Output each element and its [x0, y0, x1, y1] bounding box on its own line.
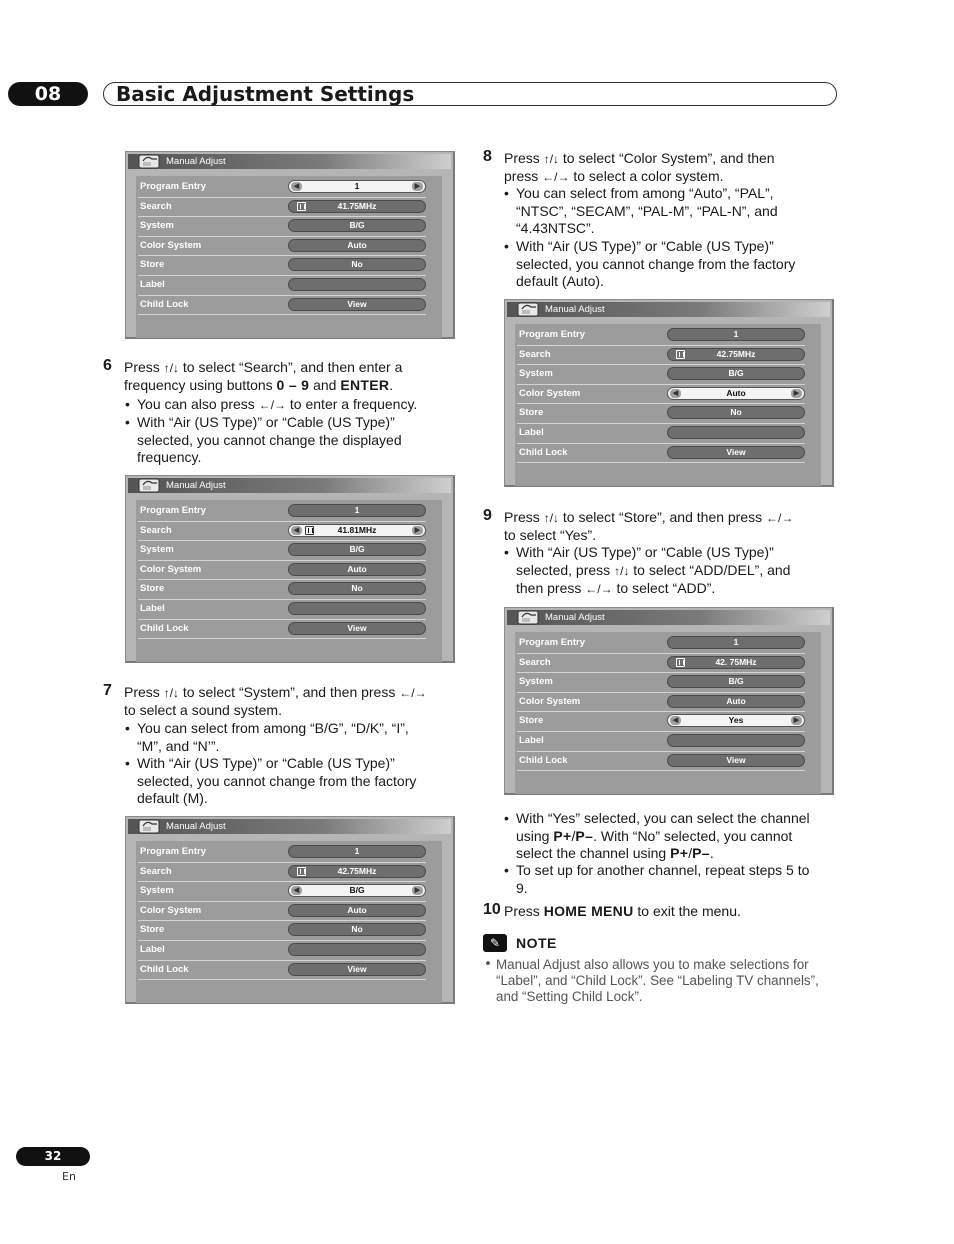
- menu-row-value: View: [347, 298, 367, 309]
- step-text: to select “ADD”.: [612, 580, 716, 597]
- left-arrow-icon[interactable]: ◀: [291, 526, 302, 535]
- menu-row-label: Color System: [519, 387, 581, 399]
- step-8-line-2: [504, 168, 724, 187]
- step-text: to select “System”, and then press: [179, 684, 400, 700]
- step-text: .: [709, 845, 714, 862]
- channel-chip-icon: [676, 350, 685, 359]
- menu-row-value: 1: [354, 846, 360, 856]
- step-text: and: [309, 377, 341, 393]
- bullet-line: default (Auto).: [516, 273, 604, 290]
- menu-row-value-field[interactable]: [288, 258, 426, 271]
- menu-row[interactable]: [138, 881, 426, 902]
- menu-row-value-field[interactable]: [288, 278, 426, 291]
- note-heading: NOTE: [516, 935, 557, 951]
- right-arrow-icon[interactable]: ▶: [791, 389, 802, 398]
- menu-row-label: Store: [140, 924, 165, 936]
- menu-row[interactable]: [138, 940, 426, 961]
- menu-row-value: B/G: [349, 220, 365, 231]
- left-arrow-icon[interactable]: ◀: [670, 716, 681, 725]
- menu-row[interactable]: [517, 672, 805, 693]
- bullet-line: selected, you cannot change the displayed: [137, 431, 402, 448]
- step-9-bullet-3: • To set up for another channel, repeat steps 5 to 9.: [504, 862, 810, 896]
- step-6-bullet-2: • With “Air (US Type)” or “Cable (US Type)” selected, you cannot change the displayed frequency.: [125, 414, 402, 466]
- menu-row-label: Child Lock: [140, 963, 189, 975]
- menu-row-label: Child Lock: [519, 754, 568, 766]
- menu-row-value: 1: [733, 637, 739, 647]
- menu-row-label: Search: [140, 865, 172, 877]
- menu-row[interactable]: [138, 579, 426, 600]
- menu-row-value-field[interactable]: [288, 563, 426, 576]
- menu-row-value-field[interactable]: [667, 656, 805, 669]
- right-arrow-icon[interactable]: ▶: [412, 182, 423, 191]
- screen-title: Manual Adjust: [166, 156, 226, 167]
- menu-row[interactable]: [138, 560, 426, 581]
- menu-row-value-field[interactable]: [288, 543, 426, 556]
- menu-row-label: Search: [140, 200, 172, 212]
- menu-row-value: No: [730, 407, 742, 418]
- step-text: Press: [124, 359, 164, 375]
- p-plus-label: P+: [670, 845, 689, 862]
- menu-row-value: Auto: [726, 695, 746, 706]
- menu-row-label: Color System: [140, 563, 202, 575]
- menu-row-value: Auto: [347, 563, 367, 574]
- bullet-line: You can select from among “Auto”, “PAL”,: [516, 185, 774, 201]
- menu-row[interactable]: [517, 731, 805, 752]
- menu-row-value-field[interactable]: [288, 622, 426, 635]
- step-text: press: [504, 168, 543, 184]
- screen-title: Manual Adjust: [545, 304, 605, 315]
- menu-row[interactable]: [517, 364, 805, 385]
- menu-row-value-field[interactable]: [667, 348, 805, 361]
- step-text: to select a color system.: [569, 168, 724, 184]
- menu-row[interactable]: [138, 842, 426, 863]
- menu-hand-icon: [138, 476, 162, 494]
- screen-menu-area: [136, 176, 442, 338]
- menu-row-label: Store: [519, 715, 544, 727]
- menu-row-label: Child Lock: [140, 298, 189, 310]
- pencil-note-icon: ✎: [483, 934, 507, 952]
- step-6-line-2: [124, 377, 393, 395]
- menu-row-value-field[interactable]: [288, 298, 426, 311]
- step-8-bullet-2: • With “Air (US Type)” or “Cable (US Type)” selected, you cannot change from the factory default (Auto).: [504, 238, 796, 290]
- step-text: to exit the menu.: [633, 903, 741, 919]
- enter-button-label: ENTER: [340, 377, 390, 393]
- menu-row-value: 1: [733, 329, 739, 339]
- left-arrow-icon[interactable]: ◀: [670, 389, 681, 398]
- menu-row-value: View: [347, 963, 367, 974]
- step-text: Press: [124, 684, 164, 700]
- menu-row[interactable]: [138, 619, 426, 640]
- step-9-line-1: [504, 509, 793, 528]
- menu-row-value: B/G: [349, 885, 365, 896]
- menu-row-value-field[interactable]: [288, 943, 426, 956]
- menu-row-value: View: [726, 446, 746, 457]
- menu-row-value-field[interactable]: [288, 524, 426, 537]
- menu-hand-icon: [517, 608, 541, 626]
- up-down-arrow-icon: ↑/↓: [614, 563, 630, 578]
- menu-row-value: No: [351, 583, 363, 594]
- step-text: to select “ADD/DEL”, and: [629, 561, 791, 578]
- menu-row[interactable]: [138, 599, 426, 620]
- menu-row-label: Store: [140, 259, 165, 271]
- screen-title-bar: [507, 610, 830, 625]
- up-down-arrow-icon: ↑/↓: [543, 511, 560, 525]
- menu-row-value-field[interactable]: [667, 446, 805, 459]
- step-8-bullet-1: • You can select from among “Auto”, “PAL”, “NTSC”, “SECAM”, “PAL-M”, “PAL-N”, and “4.43NTSC”.: [504, 185, 778, 237]
- bullet-line: [516, 845, 810, 863]
- menu-row[interactable]: [517, 325, 805, 346]
- step-9-line-2: to select “Yes”.: [504, 527, 597, 543]
- menu-row[interactable]: [138, 177, 426, 198]
- menu-row-label: Program Entry: [140, 846, 206, 857]
- up-down-arrow-icon: ↑/↓: [163, 686, 180, 700]
- chapter-title: Basic Adjustment Settings: [116, 82, 415, 106]
- step-text: using: [516, 827, 554, 844]
- channel-chip-icon: [305, 526, 314, 535]
- menu-row-label: Label: [519, 427, 544, 438]
- step-text: then press: [516, 580, 586, 597]
- menu-row[interactable]: [517, 653, 805, 674]
- menu-row-value: No: [351, 924, 363, 935]
- menu-row-value: No: [351, 259, 363, 270]
- menu-row-value-field[interactable]: [667, 734, 805, 747]
- step-10-line: [504, 903, 741, 921]
- bullet-line: [516, 580, 790, 599]
- menu-row-value-field[interactable]: [288, 504, 426, 517]
- step-text: Press: [504, 509, 544, 525]
- menu-row-value-field[interactable]: [288, 963, 426, 976]
- step-text: select the channel using: [516, 845, 671, 862]
- note-text: Manual Adjust also allows you to make selections for “Label”, and “Child Lock”. See “Labeling TV channels”, and “Setting Child Lock”.: [496, 957, 819, 1004]
- menu-row-label: Search: [519, 656, 551, 668]
- channel-chip-icon: [297, 202, 306, 211]
- menu-row-value-field[interactable]: [288, 219, 426, 232]
- step-text: /: [688, 845, 693, 862]
- bullet-line: [516, 562, 790, 581]
- menu-row-label: Store: [519, 407, 544, 419]
- left-right-arrow-icon: ←/→: [399, 686, 427, 700]
- step-number: 10: [483, 901, 501, 918]
- channel-chip-icon: [297, 867, 306, 876]
- manual-adjust-screen-1: [125, 151, 455, 339]
- menu-row[interactable]: [138, 295, 426, 316]
- manual-adjust-screen-5: [504, 607, 834, 795]
- menu-row-value: Auto: [347, 904, 367, 915]
- step-7-line-2: to select a sound system.: [124, 702, 282, 718]
- bullet-line: “4.43NTSC”.: [516, 220, 595, 237]
- screen-title-bar: [128, 478, 451, 493]
- screen-title: Manual Adjust: [166, 821, 226, 832]
- menu-row-value-field[interactable]: [667, 426, 805, 439]
- menu-row-value: 42.75MHz: [716, 348, 756, 359]
- step-8-line-1: [504, 150, 775, 169]
- manual-adjust-screen-2: [125, 475, 455, 663]
- bullet-line: selected, you cannot change from the factory: [516, 255, 796, 272]
- menu-row-value-field[interactable]: [288, 923, 426, 936]
- step-text: Press: [504, 903, 544, 919]
- up-down-arrow-icon: ↑/↓: [543, 152, 560, 166]
- menu-row[interactable]: [138, 521, 426, 542]
- menu-row-label: Program Entry: [140, 181, 206, 192]
- bullet-line: With “Air (US Type)” or “Cable (US Type)”: [137, 414, 395, 430]
- step-number: 8: [483, 148, 492, 165]
- menu-row-value: 42. 75MHz: [715, 656, 757, 667]
- bullet-line: selected, you cannot change from the factory: [137, 772, 417, 789]
- step-6-bullet-1: • You can also press ←/→ to enter a frequency.: [137, 396, 417, 415]
- step-text: Press: [504, 150, 544, 166]
- menu-row-label: Program Entry: [519, 637, 585, 648]
- bullet-line: With “Air (US Type)” or “Cable (US Type)”: [516, 544, 774, 560]
- menu-row-label: Color System: [140, 904, 202, 916]
- menu-row-value: View: [347, 622, 367, 633]
- p-minus-label: P–: [692, 845, 710, 862]
- menu-row-value-field[interactable]: [667, 387, 805, 400]
- menu-row-label: System: [519, 368, 553, 380]
- menu-row-label: System: [140, 220, 174, 232]
- bullet-line: To set up for another channel, repeat steps 5 to: [516, 862, 810, 878]
- step-text: selected, press: [516, 561, 615, 578]
- menu-row-value-field[interactable]: [288, 200, 426, 213]
- screen-title: Manual Adjust: [545, 612, 605, 623]
- menu-row-label: Program Entry: [519, 329, 585, 340]
- menu-row-value: 42.75MHz: [337, 865, 377, 876]
- step-number: 9: [483, 507, 492, 524]
- step-9-bullet-2: • With “Yes” selected, you can select the channel using P+/P–. With “No” selected, you cannot select the channel using P+/P–.: [504, 810, 810, 862]
- menu-row[interactable]: [517, 384, 805, 405]
- home-menu-button-label: HOME MENU: [543, 903, 634, 919]
- bullet-line: “NTSC”, “SECAM”, “PAL-M”, “PAL-N”, and: [516, 202, 778, 219]
- step-number: 7: [103, 682, 112, 699]
- note-bullet: •: [484, 957, 492, 972]
- menu-row[interactable]: [517, 633, 805, 654]
- left-right-arrow-icon: ←/→: [585, 582, 613, 597]
- bullet-line: With “Air (US Type)” or “Cable (US Type)”: [137, 755, 395, 771]
- screen-menu-area: [515, 324, 821, 486]
- menu-row[interactable]: [138, 501, 426, 522]
- bullet-line: [516, 828, 810, 846]
- step-7-bullet-1: • You can select from among “B/G”, “D/K”, “I”, “M”, and “N’”.: [125, 720, 409, 754]
- menu-row-value-field[interactable]: [667, 754, 805, 767]
- menu-row-value-field[interactable]: [667, 714, 805, 727]
- menu-row-value: B/G: [728, 368, 744, 379]
- menu-row-label: Label: [140, 279, 165, 290]
- menu-row[interactable]: [138, 255, 426, 276]
- menu-row[interactable]: [138, 236, 426, 257]
- menu-row-value: B/G: [728, 676, 744, 687]
- screen-menu-area: [515, 632, 821, 794]
- bullet-line: frequency.: [137, 449, 202, 466]
- menu-row-value-field[interactable]: [288, 602, 426, 615]
- menu-row-value-field[interactable]: [288, 865, 426, 878]
- menu-row-value-field[interactable]: [667, 675, 805, 688]
- step-text: to select “Search”, and then enter a: [179, 359, 403, 375]
- step-text: to enter a frequency.: [286, 396, 418, 412]
- menu-row-value-field[interactable]: [288, 239, 426, 252]
- right-arrow-icon[interactable]: ▶: [412, 526, 423, 535]
- screen-title-bar: [128, 154, 451, 169]
- menu-row-label: Label: [140, 603, 165, 614]
- menu-row[interactable]: [138, 920, 426, 941]
- right-arrow-icon[interactable]: ▶: [412, 886, 423, 895]
- channel-chip-icon: [676, 658, 685, 667]
- menu-row-label: Color System: [519, 695, 581, 707]
- menu-row-value: 41.81MHz: [337, 524, 377, 535]
- step-text: to select “Color System”, and then: [559, 150, 775, 166]
- menu-row[interactable]: [517, 443, 805, 464]
- step-number: 6: [103, 357, 112, 374]
- menu-hand-icon: [138, 152, 162, 170]
- menu-row-value-field[interactable]: [667, 328, 805, 341]
- step-7-bullet-2: • With “Air (US Type)” or “Cable (US Type)” selected, you cannot change from the factory default (M).: [125, 755, 417, 807]
- menu-row[interactable]: [517, 711, 805, 732]
- right-arrow-icon[interactable]: ▶: [791, 716, 802, 725]
- up-down-arrow-icon: ↑/↓: [163, 361, 180, 375]
- menu-row-value-field[interactable]: [667, 695, 805, 708]
- menu-row-label: Search: [140, 524, 172, 536]
- p-plus-label: P+: [553, 827, 572, 844]
- bullet-line: With “Yes” selected, you can select the channel: [516, 810, 810, 826]
- menu-row-label: Color System: [140, 239, 202, 251]
- menu-row-label: Search: [519, 348, 551, 360]
- menu-row-label: Child Lock: [140, 622, 189, 634]
- left-arrow-icon[interactable]: ◀: [291, 886, 302, 895]
- number-buttons-label: 0 – 9: [276, 377, 310, 393]
- left-right-arrow-icon: ←/→: [542, 170, 570, 184]
- menu-row-label: System: [140, 885, 174, 897]
- screen-title-bar: [128, 819, 451, 834]
- chapter-number-badge: 08: [8, 82, 88, 106]
- bullet-line: With “Air (US Type)” or “Cable (US Type)”: [516, 238, 774, 254]
- screen-menu-area: [136, 841, 442, 1003]
- menu-row-value-field[interactable]: [288, 180, 426, 193]
- step-7-line-1: [124, 684, 427, 703]
- menu-row-label: System: [519, 676, 553, 688]
- menu-row-value: Auto: [726, 387, 746, 398]
- screen-title-bar: [507, 302, 830, 317]
- step-9-bullet-1: • With “Air (US Type)” or “Cable (US Type)” selected, press ↑/↓ to select “ADD/DEL”, and then press ←/→ to select “ADD”.: [516, 544, 790, 599]
- menu-row[interactable]: [517, 423, 805, 444]
- menu-row-value: Auto: [347, 239, 367, 250]
- menu-row-value: 1: [354, 505, 360, 515]
- left-arrow-icon[interactable]: ◀: [291, 182, 302, 191]
- menu-row-value-field[interactable]: [667, 636, 805, 649]
- menu-row-value-field[interactable]: [667, 406, 805, 419]
- step-text: You can also press: [137, 396, 259, 412]
- menu-row-label: Child Lock: [519, 446, 568, 458]
- menu-row-value: 1: [354, 181, 360, 191]
- menu-row-label: Program Entry: [140, 505, 206, 516]
- menu-row[interactable]: [138, 275, 426, 296]
- step-text: to select “Store”, and then press: [559, 509, 767, 525]
- bullet-line: default (M).: [137, 790, 208, 807]
- menu-row[interactable]: [138, 960, 426, 981]
- step-text: /: [571, 827, 576, 844]
- menu-row-value: 41.75MHz: [337, 200, 377, 211]
- menu-row-value-field[interactable]: [288, 845, 426, 858]
- menu-row-value: Yes: [728, 715, 744, 726]
- menu-row-label: Label: [519, 735, 544, 746]
- step-text: .: [389, 377, 394, 393]
- menu-row-value-field[interactable]: [288, 884, 426, 897]
- step-6-line-1: [124, 359, 402, 378]
- menu-row-value-field[interactable]: [667, 367, 805, 380]
- menu-row-value-field[interactable]: [288, 582, 426, 595]
- bullet-line: “M”, and “N’”.: [137, 737, 220, 754]
- page-number: 32: [16, 1147, 90, 1166]
- menu-row[interactable]: [517, 692, 805, 713]
- menu-row-value: View: [726, 754, 746, 765]
- manual-adjust-screen-3: [125, 816, 455, 1004]
- menu-hand-icon: [517, 300, 541, 318]
- menu-row[interactable]: [138, 216, 426, 237]
- step-text: . With “No” selected, you cannot: [593, 827, 793, 844]
- menu-row-label: Label: [140, 944, 165, 955]
- step-text: frequency using buttons: [124, 377, 277, 393]
- menu-row-label: System: [140, 544, 174, 556]
- language-code: En: [62, 1170, 76, 1183]
- p-minus-label: P–: [575, 827, 594, 844]
- menu-row[interactable]: [138, 540, 426, 561]
- bullet-line: 9.: [516, 879, 528, 896]
- screen-menu-area: [136, 500, 442, 662]
- manual-adjust-screen-4: [504, 299, 834, 487]
- menu-row[interactable]: [138, 901, 426, 922]
- screen-title: Manual Adjust: [166, 480, 226, 491]
- menu-row-value: B/G: [349, 544, 365, 555]
- menu-row-value-field[interactable]: [288, 904, 426, 917]
- left-right-arrow-icon: ←/→: [258, 398, 287, 412]
- menu-row[interactable]: [517, 345, 805, 366]
- menu-hand-icon: [138, 817, 162, 835]
- menu-row[interactable]: [517, 751, 805, 772]
- left-right-arrow-icon: ←/→: [766, 511, 794, 525]
- menu-row[interactable]: [517, 403, 805, 424]
- bullet-line: You can select from among “B/G”, “D/K”, “I”,: [137, 720, 409, 736]
- menu-row[interactable]: [138, 862, 426, 883]
- menu-row[interactable]: [138, 197, 426, 218]
- menu-row-label: Store: [140, 583, 165, 595]
